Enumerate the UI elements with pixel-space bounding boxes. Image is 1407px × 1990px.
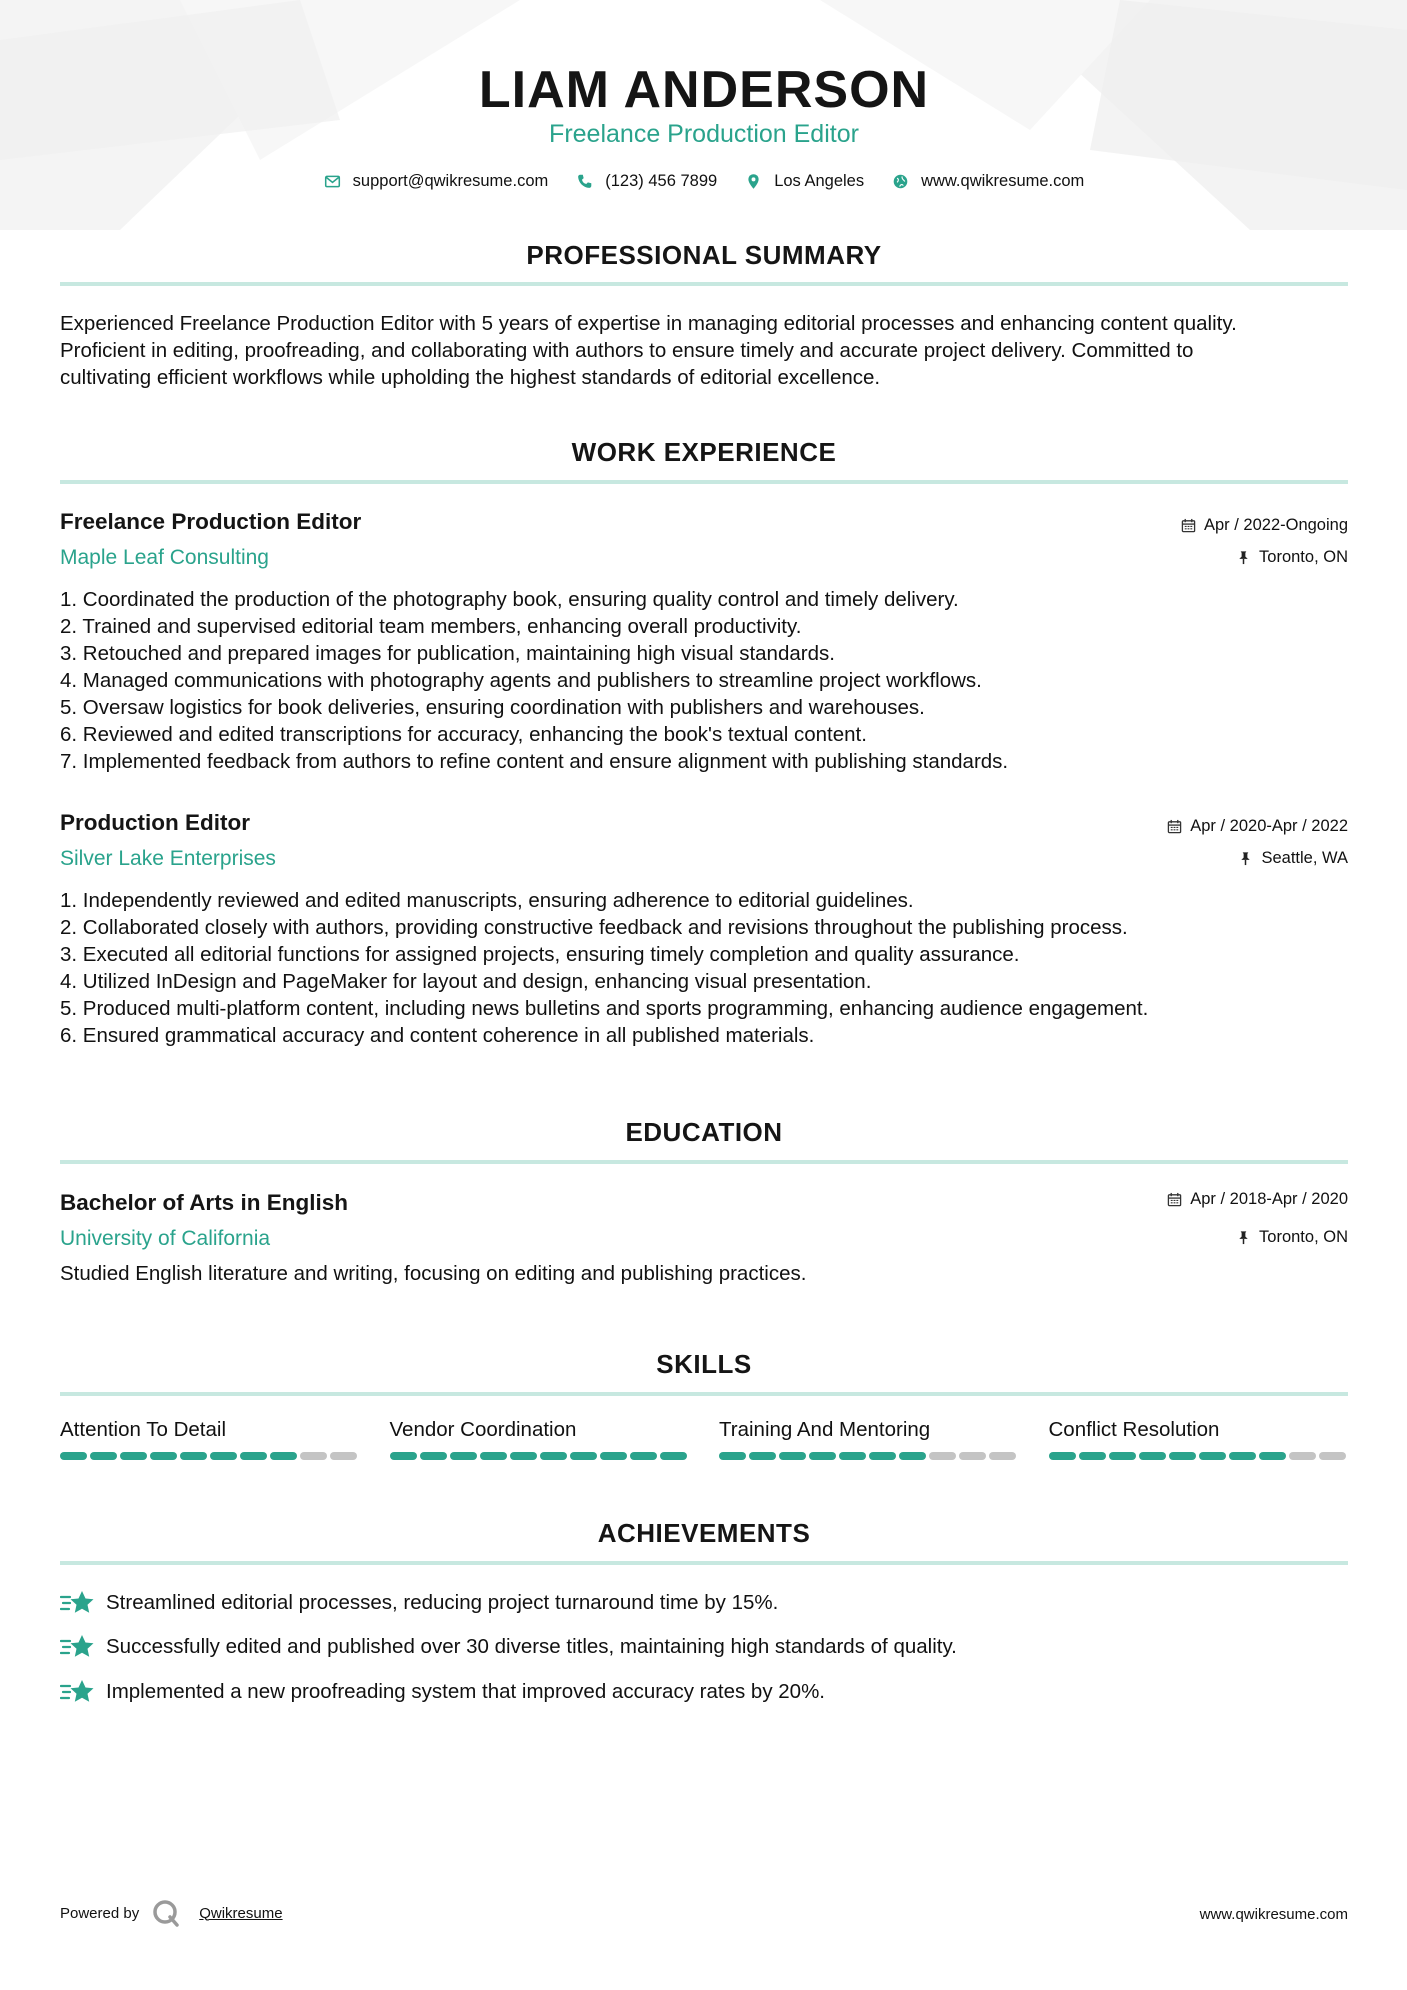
- education-heading: EDUCATION: [625, 1117, 783, 1147]
- star-icon: [60, 1632, 96, 1662]
- achievement-item: [60, 1588, 1348, 1618]
- education-location-text: Toronto, ON: [1259, 1228, 1348, 1246]
- education-dates-text: Apr / 2018-Apr / 2020: [1190, 1190, 1348, 1208]
- job-dates: [1181, 516, 1348, 535]
- education-location: [1236, 1228, 1348, 1247]
- summary-line: cultivating efficient workflows while upholding the highest standards of editorial excellence.: [60, 366, 881, 389]
- skill-segment-filled: [240, 1452, 267, 1460]
- summary-divider: [60, 282, 1348, 286]
- list-item: 4. Managed communications with photography agents and publishers to streamline project workflows.: [60, 669, 982, 692]
- job-title: Freelance Production Editor: [60, 509, 362, 534]
- skill-name: Attention To Detail: [60, 1418, 227, 1441]
- skill-segment-filled: [630, 1452, 657, 1460]
- skill-segment-filled: [899, 1452, 926, 1460]
- achievement-text: Successfully edited and published over 30 diverse titles, maintaining high standards of quality.: [106, 1635, 957, 1658]
- location-text: Los Angeles: [774, 172, 865, 190]
- skill-segment-filled: [600, 1452, 627, 1460]
- job-dates-text: Apr / 2020-Apr / 2022: [1190, 817, 1348, 835]
- skill-segment-filled: [1139, 1452, 1166, 1460]
- pushpin-icon: [1238, 851, 1253, 866]
- globe-icon: [892, 173, 909, 190]
- map-pin-icon: [745, 173, 762, 190]
- phone-text: (123) 456 7899: [605, 172, 718, 190]
- list-item: 5. Oversaw logistics for book deliveries, ensuring coordination with publishers and warehouses.: [60, 696, 925, 719]
- experience-heading: WORK EXPERIENCE: [571, 437, 837, 467]
- calendar-icon: [1167, 819, 1182, 834]
- achievements-heading: ACHIEVEMENTS: [597, 1518, 811, 1548]
- list-item: 2. Trained and supervised editorial team members, enhancing overall productivity.: [60, 615, 802, 638]
- achievement-item: [60, 1677, 1348, 1707]
- skill-segment-filled: [450, 1452, 477, 1460]
- list-item: 3. Executed all editorial functions for assigned projects, ensuring timely completion and quality assurance.: [60, 943, 1020, 966]
- pushpin-icon: [1236, 550, 1251, 565]
- job-company: Silver Lake Enterprises: [60, 847, 276, 870]
- job-dates-text: Apr / 2022-Ongoing: [1203, 516, 1348, 534]
- job-responsibilities: [60, 586, 1348, 775]
- qwikresume-logo-icon: [151, 1898, 181, 1928]
- skill-segment-filled: [570, 1452, 597, 1460]
- skill-level-bar: [719, 1452, 1019, 1460]
- email-text: support@qwikresume.com: [352, 172, 549, 190]
- list-item: 6. Ensured grammatical accuracy and content coherence in all published materials.: [60, 1024, 815, 1047]
- summary-heading: PROFESSIONAL SUMMARY: [526, 240, 882, 270]
- star-icon: [60, 1588, 96, 1618]
- achievements-divider: [60, 1561, 1348, 1565]
- achievement-item: [60, 1632, 1348, 1662]
- star-icon: [60, 1677, 96, 1707]
- skill-segment-empty: [1289, 1452, 1316, 1460]
- footer-website[interactable]: www.qwikresume.com: [1199, 1906, 1348, 1923]
- achievement-text: Implemented a new proofreading system that improved accuracy rates by 20%.: [106, 1680, 825, 1703]
- skill-segment-filled: [719, 1452, 746, 1460]
- skill-segment-empty: [300, 1452, 327, 1460]
- skill-segment-filled: [1199, 1452, 1226, 1460]
- list-item: 5. Produced multi-platform content, including news bulletins and sports programming, enhancing audience engagement.: [60, 997, 1149, 1020]
- job-company: Maple Leaf Consulting: [60, 546, 269, 569]
- contact-bar: [60, 172, 1348, 191]
- calendar-icon: [1181, 518, 1196, 533]
- skill-name: Conflict Resolution: [1048, 1418, 1220, 1441]
- pushpin-icon: [1236, 1230, 1251, 1245]
- skills-list: [60, 1418, 1348, 1460]
- skill-segment-filled: [510, 1452, 537, 1460]
- candidate-name: LIAM ANDERSON: [478, 61, 930, 119]
- contact-website[interactable]: [892, 172, 1084, 191]
- skill-segment-filled: [1109, 1452, 1136, 1460]
- contact-email[interactable]: [324, 172, 549, 191]
- candidate-role: Freelance Production Editor: [549, 120, 859, 148]
- skill-level-bar: [390, 1452, 690, 1460]
- experience-divider: [60, 480, 1348, 484]
- calendar-icon: [1167, 1192, 1182, 1207]
- job-responsibilities: [60, 887, 1348, 1049]
- skill-segment-filled: [1079, 1452, 1106, 1460]
- list-item: 6. Reviewed and edited transcriptions for accuracy, enhancing the book's textual content.: [60, 723, 867, 746]
- skill-level-bar: [60, 1452, 360, 1460]
- skill-segment-filled: [150, 1452, 177, 1460]
- skill-item: [1049, 1418, 1349, 1460]
- skill-segment-filled: [809, 1452, 836, 1460]
- skill-segment-filled: [90, 1452, 117, 1460]
- skill-segment-filled: [180, 1452, 207, 1460]
- skill-segment-filled: [210, 1452, 237, 1460]
- skills-divider: [60, 1392, 1348, 1396]
- skill-segment-filled: [779, 1452, 806, 1460]
- contact-location: [745, 172, 864, 191]
- summary-text: [60, 310, 1348, 391]
- skill-item: [719, 1418, 1019, 1460]
- skill-segment-filled: [480, 1452, 507, 1460]
- skill-segment-filled: [270, 1452, 297, 1460]
- footer-powered-by: [60, 1898, 283, 1928]
- skill-segment-empty: [959, 1452, 986, 1460]
- summary-line: Experienced Freelance Production Editor with 5 years of expertise in managing editorial processes and enhancing content quality.: [60, 312, 1237, 335]
- skill-segment-empty: [929, 1452, 956, 1460]
- skill-item: [390, 1418, 690, 1460]
- list-item: 3. Retouched and prepared images for publication, maintaining high visual standards.: [60, 642, 835, 665]
- achievement-text: Streamlined editorial processes, reducing project turnaround time by 15%.: [106, 1591, 779, 1614]
- list-item: 4. Utilized InDesign and PageMaker for layout and design, enhancing visual presentation.: [60, 970, 872, 993]
- degree-title: Bachelor of Arts in English: [60, 1190, 348, 1215]
- job-dates: [1167, 817, 1348, 836]
- skill-segment-filled: [1229, 1452, 1256, 1460]
- job-location: [1238, 849, 1348, 868]
- skill-segment-filled: [60, 1452, 87, 1460]
- skill-name: Training And Mentoring: [719, 1418, 931, 1441]
- website-text: www.qwikresume.com: [921, 172, 1085, 190]
- qwikresume-link[interactable]: Qwikresume: [199, 1904, 283, 1922]
- list-item: 1. Independently reviewed and edited manuscripts, ensuring adherence to editorial guidelines.: [60, 889, 914, 912]
- skill-segment-empty: [989, 1452, 1016, 1460]
- skill-segment-filled: [1169, 1452, 1196, 1460]
- list-item: 2. Collaborated closely with authors, providing constructive feedback and revisions throughout the publishing process.: [60, 916, 1128, 939]
- contact-phone[interactable]: [576, 172, 717, 191]
- skill-segment-empty: [330, 1452, 357, 1460]
- job-location-text: Toronto, ON: [1259, 548, 1348, 566]
- skill-segment-filled: [839, 1452, 866, 1460]
- skill-level-bar: [1049, 1452, 1349, 1460]
- envelope-icon: [324, 173, 341, 190]
- list-item: 7. Implemented feedback from authors to refine content and ensure alignment with publishing standards.: [60, 750, 1009, 773]
- job-location-text: Seattle, WA: [1261, 849, 1348, 867]
- skill-name: Vendor Coordination: [389, 1418, 577, 1441]
- powered-by-label: Powered by: [60, 1904, 140, 1922]
- skill-segment-filled: [660, 1452, 687, 1460]
- skill-item: [60, 1418, 360, 1460]
- summary-line: Proficient in editing, proofreading, and collaborating with authors to ensure timely and accurate project delivery. Committed to: [60, 339, 1194, 362]
- skill-segment-empty: [1319, 1452, 1346, 1460]
- skill-segment-filled: [390, 1452, 417, 1460]
- list-item: 1. Coordinated the production of the photography book, ensuring quality control and timely delivery.: [60, 588, 959, 611]
- resume-page: [60, 0, 1348, 1990]
- education-divider: [60, 1160, 1348, 1164]
- skill-segment-filled: [1049, 1452, 1076, 1460]
- education-description: Studied English literature and writing, focusing on editing and publishing practices.: [60, 1262, 807, 1285]
- skill-segment-filled: [1259, 1452, 1286, 1460]
- school-name: University of California: [60, 1227, 271, 1250]
- skill-segment-filled: [120, 1452, 147, 1460]
- skill-segment-filled: [420, 1452, 447, 1460]
- education-dates: [1167, 1190, 1348, 1209]
- skill-segment-filled: [749, 1452, 776, 1460]
- job-title: Production Editor: [60, 810, 250, 835]
- phone-icon: [576, 173, 593, 190]
- skill-segment-filled: [869, 1452, 896, 1460]
- job-location: [1236, 548, 1348, 567]
- skills-heading: SKILLS: [656, 1349, 752, 1379]
- skill-segment-filled: [540, 1452, 567, 1460]
